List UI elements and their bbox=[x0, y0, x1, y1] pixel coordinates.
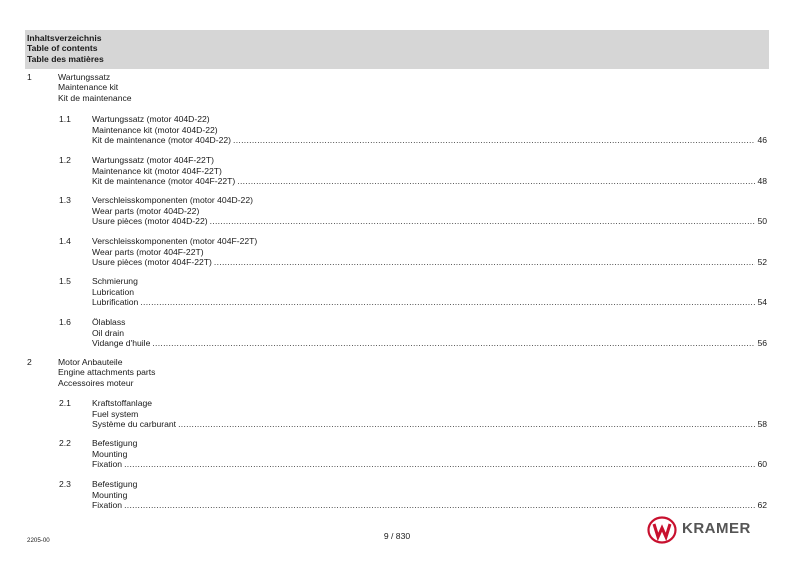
entry-number: 1.3 bbox=[59, 195, 71, 205]
dot-leader bbox=[124, 459, 755, 470]
page-indicator: 9 / 830 bbox=[383, 531, 411, 541]
entry-title-fr[interactable]: Vidange d'huile bbox=[92, 338, 151, 349]
entry-page-number[interactable]: 46 bbox=[757, 135, 767, 146]
entry-page-number[interactable]: 54 bbox=[757, 297, 767, 308]
entry-page-number[interactable]: 50 bbox=[757, 216, 767, 227]
section-title-en: Maintenance kit bbox=[58, 82, 119, 93]
entry-title-de: Wartungssatz (motor 404F-22T) bbox=[92, 155, 214, 165]
kramer-w-logo-icon bbox=[647, 516, 677, 544]
entry-title-en: Mounting bbox=[92, 489, 128, 500]
dot-leader bbox=[214, 257, 755, 268]
entry-title-de: Wartungssatz (motor 404D-22) bbox=[92, 114, 210, 124]
entry-page-number[interactable]: 56 bbox=[757, 338, 767, 349]
entry-title-de: Ölablass bbox=[92, 317, 126, 327]
entry-number: 2.1 bbox=[59, 398, 71, 408]
entry-page-number[interactable]: 52 bbox=[757, 257, 767, 268]
dot-leader bbox=[237, 176, 755, 187]
dot-leader bbox=[233, 135, 755, 146]
entry-number: 2.2 bbox=[59, 438, 71, 448]
dot-leader bbox=[140, 297, 755, 308]
entry-title-en: Lubrication bbox=[92, 286, 135, 297]
entry-number: 1.5 bbox=[59, 276, 71, 286]
entry-page-number[interactable]: 60 bbox=[757, 459, 767, 470]
entry-title-fr[interactable]: Usure pièces (motor 404D-22) bbox=[92, 216, 208, 227]
entry-number: 2.3 bbox=[59, 479, 71, 489]
dot-leader bbox=[210, 216, 755, 227]
entry-title-en: Maintenance kit (motor 404D-22) bbox=[92, 124, 218, 135]
section-title-de: Wartungssatz bbox=[58, 72, 111, 82]
entry-title-de: Kraftstoffanlage bbox=[92, 398, 153, 408]
entry-title-de: Schmierung bbox=[92, 276, 138, 286]
section-title-fr: Kit de maintenance bbox=[58, 92, 132, 103]
brand-name: KRAMER bbox=[682, 520, 751, 537]
dot-leader bbox=[152, 338, 755, 349]
entry-number: 1.6 bbox=[59, 317, 71, 327]
document-code: 2205-00 bbox=[27, 537, 50, 544]
entry-page-number[interactable]: 58 bbox=[757, 419, 767, 430]
entry-title-en: Fuel system bbox=[92, 408, 139, 419]
entry-title-en: Wear parts (motor 404F-22T) bbox=[92, 246, 204, 257]
dot-leader bbox=[178, 419, 755, 430]
entry-title-de: Befestigung bbox=[92, 438, 138, 448]
toc-title-en: Table of contents bbox=[27, 43, 98, 54]
entry-title-de: Verschleisskomponenten (motor 404F-22T) bbox=[92, 236, 258, 246]
entry-number: 1.1 bbox=[59, 114, 71, 124]
entry-title-en: Oil drain bbox=[92, 327, 124, 338]
toc-title-de: Inhaltsverzeichnis bbox=[27, 33, 102, 43]
entry-number: 1.4 bbox=[59, 236, 71, 246]
section-title-de: Motor Anbauteile bbox=[58, 357, 123, 367]
entry-title-de: Befestigung bbox=[92, 479, 138, 489]
section-number: 1 bbox=[27, 72, 32, 82]
entry-title-de: Verschleisskomponenten (motor 404D-22) bbox=[92, 195, 253, 205]
dot-leader bbox=[124, 500, 755, 511]
section-title-fr: Accessoires moteur bbox=[58, 377, 134, 388]
entry-title-en: Maintenance kit (motor 404F-22T) bbox=[92, 165, 222, 176]
section-number: 2 bbox=[27, 357, 32, 367]
entry-page-number[interactable]: 62 bbox=[757, 500, 767, 511]
entry-title-fr[interactable]: Usure pièces (motor 404F-22T) bbox=[92, 257, 212, 268]
entry-number: 1.2 bbox=[59, 155, 71, 165]
entry-title-fr[interactable]: Lubrification bbox=[92, 297, 139, 308]
entry-title-fr[interactable]: Fixation bbox=[92, 459, 123, 470]
entry-title-fr[interactable]: Fixation bbox=[92, 500, 123, 511]
section-title-en: Engine attachments parts bbox=[58, 367, 156, 378]
entry-title-fr[interactable]: Système du carburant bbox=[92, 419, 177, 430]
entry-title-fr[interactable]: Kit de maintenance (motor 404F-22T) bbox=[92, 176, 236, 187]
entry-title-en: Wear parts (motor 404D-22) bbox=[92, 205, 200, 216]
entry-page-number[interactable]: 48 bbox=[757, 176, 767, 187]
toc-title-fr: Table des matières bbox=[27, 53, 104, 64]
entry-title-en: Mounting bbox=[92, 448, 128, 459]
entry-title-fr[interactable]: Kit de maintenance (motor 404D-22) bbox=[92, 135, 232, 146]
kramer-logo bbox=[645, 516, 775, 544]
